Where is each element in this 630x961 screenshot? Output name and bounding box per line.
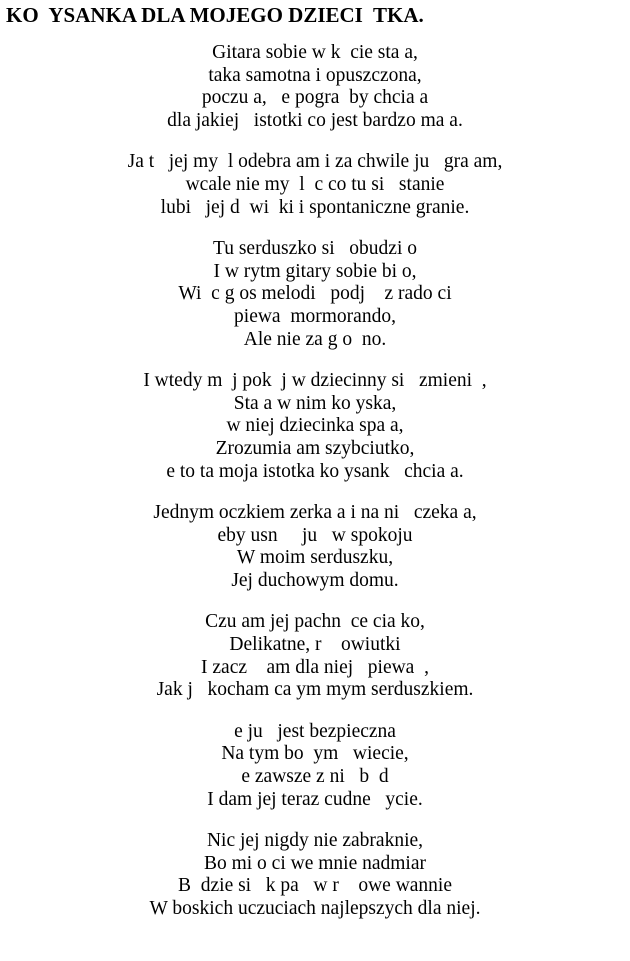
poem-line: Ja t jej my l odebra am i za chwile ju gra am, [127,151,503,173]
poem-line: B dzie si k pa w r owe wannie [177,875,453,897]
poem-line: taka samotna i opuszczona, [208,64,422,86]
poem-line: e to ta moja istotka ko ysank chcia a. [166,460,464,482]
poem-line: Sta a w nim ko yska, [233,392,397,414]
stanza-5 [0,502,630,592]
poem-line: Nic jej nigdy nie zabraknie, [206,830,424,852]
stanza-4 [0,370,630,483]
stanza-1 [0,42,630,132]
poem-line: W moim serduszku, [236,547,394,569]
poem-line: Wi c g os melodi podj z rado ci [178,283,452,305]
poem-line: lubi jej d wi ki i spontaniczne granie. [160,196,470,218]
poem-line: Jednym oczkiem zerka a i na ni czeka a, [153,502,477,524]
poem-line: W boskich uczuciach najlepszych dla niej. [149,898,481,919]
poem-line: dla jakiej istotki co jest bardzo ma a. [167,109,463,131]
poem-line: Jak j kocham ca ym mym serduszkiem. [156,679,474,701]
poem-line: I wtedy m j pok j w dziecinny si zmieni , [143,370,487,392]
poem-line: Na tym bo ym wiecie, [221,743,409,765]
poem-line: w niej dziecinka spa a, [226,415,404,437]
poem-line: e ju jest bezpieczna [234,720,396,742]
poem-line: I w rytm gitary sobie bi o, [213,260,417,282]
poem-line: I zacz am dla niej piewa , [201,656,429,678]
poem-line: Ale nie za g o no. [243,328,387,350]
stanza-8 [0,830,630,920]
stanza-3 [0,238,630,351]
poem-line: Delikatne, r owiutki [229,634,401,656]
poem-line: wcale nie my l c co tu si stanie [185,173,445,195]
poem-line: piewa mormorando, [234,305,396,327]
poem-line: Zrozumia am szybciutko, [215,437,415,459]
stanza-7 [0,721,630,811]
stanza-2 [0,151,630,219]
poem-line: poczu a, e pogra by chcia a [201,87,429,109]
poem-title: KO YSANKA DLA MOJEGO DZIECI TKA. [6,3,424,27]
poem-line: I dam jej teraz cudne ycie. [207,788,423,810]
poem-line: Tu serduszko si obudzi o [212,238,418,260]
poem-line: Jej duchowym domu. [231,569,399,591]
poem-line: Bo mi o ci we mnie nadmiar [203,852,427,874]
stanza-6 [0,611,630,701]
poem-line: Czu am jej pachn ce cia ko, [205,611,425,633]
poem-line: e zawsze z ni b d [241,766,389,788]
poem-line: Gitara sobie w k cie sta a, [212,42,418,63]
poem-line: eby usn ju w spokoju [217,524,413,546]
